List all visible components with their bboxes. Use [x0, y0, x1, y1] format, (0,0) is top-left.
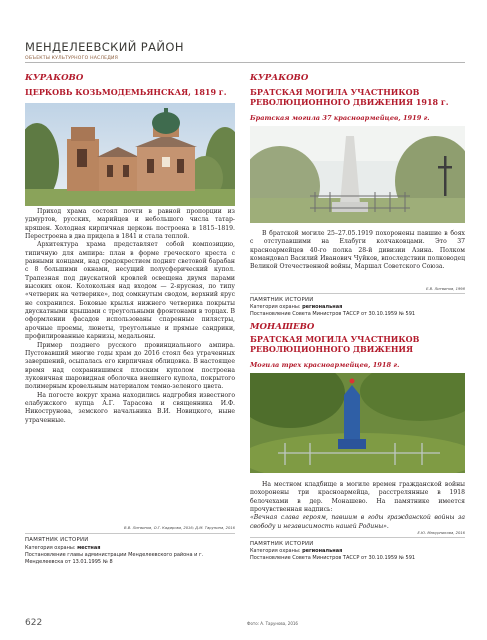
grave-photo-2-image [250, 373, 465, 473]
right-top-subtitle: Братская могила 37 красноармейцев, 1919 г. [250, 114, 430, 122]
left-paragraph: На погосте вокруг храма находились надгробия известного елабужского купца А.Г. Тарасова и священника И.Ф. Никострунова, земского начальника В.И. Новицкого, ныне утраченные. [25, 391, 235, 424]
left-category-value: местная [77, 545, 101, 551]
right-bottom-category-label: Категория охраны: [250, 548, 301, 554]
right-bottom-inscription: «Вечная слава героям, павшим в годы гражданской войны за свободу и независимость нашей Родины». [250, 514, 465, 530]
right-bottom-photo-caption: Е.Ю. Макурникова, 2016 [417, 531, 465, 535]
right-bottom-description [250, 481, 465, 531]
church-photo [25, 103, 235, 206]
right-bottom-category-line [250, 548, 465, 555]
right-bottom-monument-type: ПАМЯТНИК ИСТОРИИ [250, 541, 314, 547]
right-top-category-line [250, 304, 465, 311]
section-subtitle: ОБЪЕКТЫ КУЛЬТУРНОГО НАСЛЕДИЯ [25, 56, 119, 61]
page-number: 622 [25, 618, 43, 628]
right-top-paragraph: В братской могиле 25–27.05.1919 похоронены павшие в боях с отступавшими на Елабуги колчаковцами. Это 37 красноармейцев 40-го полка 28-й дивизии Азина. Полком командовал Василий Иванович Чуйков, впоследствии полководец Великой Отечественной войны, Маршал Советского Союза. [250, 230, 465, 271]
right-top-category-value: региональная [302, 304, 343, 310]
right-bottom-subtitle: Могила трех красноармейцев, 1918 г. [250, 361, 400, 369]
left-description [25, 208, 235, 425]
grave-photo-1 [250, 126, 465, 223]
photo-credit: Фото: А. Тарунова, 2016 [247, 621, 298, 626]
church-photo-image [25, 103, 235, 206]
right-top-place-name: КУРАКОВО [250, 73, 309, 83]
left-category-label: Категория охраны: [25, 545, 76, 551]
right-top-monument-type: ПАМЯТНИК ИСТОРИИ [250, 297, 314, 303]
right-bottom-object-title [250, 334, 465, 354]
right-top-title-line1: БРАТСКАЯ МОГИЛА УЧАСТНИКОВ [250, 87, 420, 97]
right-top-title-line2: РЕВОЛЮЦИОННОГО ДВИЖЕНИЯ 1918 г. [250, 97, 449, 107]
left-place-name: КУРАКОВО [25, 73, 84, 83]
grave-photo-1-image [250, 126, 465, 223]
right-bottom-protection-info [250, 548, 465, 562]
right-top-protection-info [250, 304, 465, 318]
left-meta-divider [25, 533, 235, 534]
left-decree: Постановление главы администрации Менделеевского района и г. Менделеевска от 13.01.1995 № 8 [25, 552, 204, 565]
right-bottom-title-line1: БРАТСКАЯ МОГИЛА УЧАСТНИКОВ [250, 334, 420, 344]
left-object-title: ЦЕРКОВЬ КОЗЬМОДЕМЬЯНСКАЯ, 1819 г. [25, 87, 227, 97]
left-paragraph: Пример позднего русского провинциального ампира. Пустовавший многие годы храм до 2016 стоял без утраченных завершений, осыпалась его кирпичная облицовка. В настоящее время над сохранившимся плоским куполом построена луковичная шаровидная оболочка внешнего купола, покрытого полимерным кровельным материалом темно-зеленого цвета. [25, 341, 235, 391]
right-top-object-title [250, 87, 465, 107]
left-category-line [25, 545, 235, 552]
left-photo-caption: В.В. Литвинов, О.Г. Кадирова, 2016; Д.М. Тарунина, 2016 [124, 526, 235, 530]
right-top-description [250, 230, 465, 272]
left-paragraph: Архитектура храма представляет собой композицию, типичную для ампира: план в форме греческого креста с равными концами, над средокрестием поднят световой барабан с 8 большими окнами, несущий полусферический купол. Трапезная под двускатной кровлей освещена двумя парами высоких окон. Колокольня над входом — 2-ярусная, по типу «четверик на четверике», под сомкнутым сводом, верхний ярус не сохранился. Боковые крылья нижнего четверика покрыты двускатными крышами с треугольными фронтонами в торцах. В оформлении фасадов использованы спаренные пилястры, арочные проемы, люнеты, треугольные и прямые сандрики, профилированные карнизы, медальоны. [25, 241, 235, 341]
right-top-photo-caption: Е.В. Литвинов, 1998 [426, 287, 465, 291]
right-bottom-decree: Постановление Совета Министров ТАССР от 30.10.1959 № 591 [250, 555, 416, 561]
left-protection-info [25, 545, 235, 566]
right-top-meta-divider [250, 293, 465, 294]
right-top-decree: Постановление Совета Министров ТАССР от 30.10.1959 № 591 [250, 311, 416, 317]
right-top-category-label: Категория охраны: [250, 304, 301, 310]
left-monument-type: ПАМЯТНИК ИСТОРИИ [25, 537, 89, 543]
right-bottom-meta-divider [250, 537, 465, 538]
header-divider [25, 62, 465, 63]
right-bottom-paragraph: На местном кладбище в могиле времен гражданской войны похоронены три красноармейца, расстрелянные в 1918 белочехами в дер. Монашево. На памятнике имеется прочувственная надпись: [250, 481, 465, 514]
right-bottom-place-name: МОНАШЕВО [250, 322, 315, 332]
section-title: МЕНДЕЛЕЕВСКИЙ РАЙОН [25, 40, 184, 54]
left-paragraph: Приход храма состоял почти в равной пропорции из удмуртов, русских, марийцев и небольшого числа татар-кряшен. Холодная кирпичная церковь построена в 1815–1819. Перестроена в два придела в 1841 и стала теплой. [25, 208, 235, 241]
grave-photo-2 [250, 373, 465, 473]
right-bottom-title-line2: РЕВОЛЮЦИОННОГО ДВИЖЕНИЯ [250, 344, 414, 354]
right-bottom-category-value: региональная [302, 548, 343, 554]
